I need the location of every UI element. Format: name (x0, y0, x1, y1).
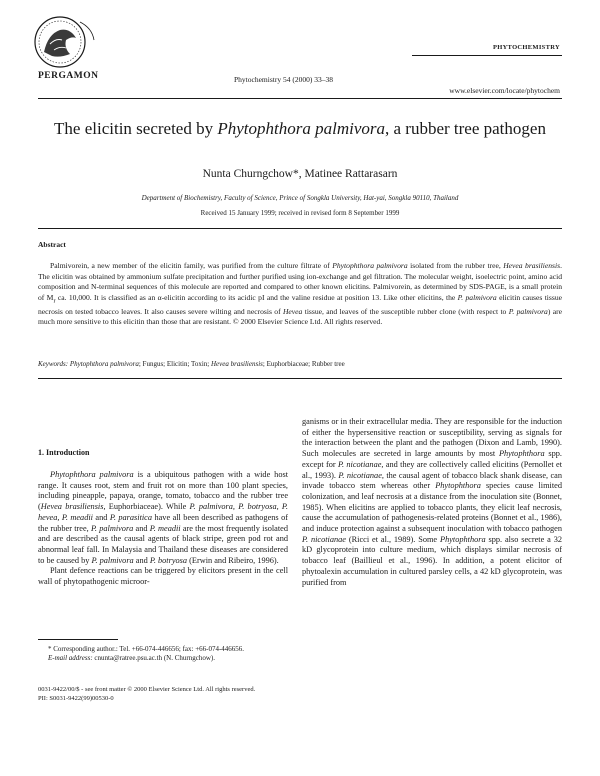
text-run: . The elicitin was obtained by ammonium sulfate precipitation and further purified using ion-exchange and gel filtration. The molecular weight, isoelectric point, amino acid composition and N-terminal sequences of this molecule are reported and compared to other known elicitins. Palmivorein, as determined by SDS-PAGE, is a small protein of M (38, 261, 562, 302)
body-paragraph (302, 417, 562, 588)
author-affiliation: Department of Biochemistry, Faculty of Science, Prince of Songkla University, Hat-yai, Songkla 90110, Thailand (141, 194, 459, 202)
text-run: and (133, 523, 150, 533)
text-run: ; Euphorbiaceae; Rubber tree (262, 360, 345, 368)
email-note (38, 654, 288, 663)
title-part-italic: Phytophthora palmivora (217, 119, 385, 138)
text-run: is a ubiquitous pathogen with a wide host range. It causes root, stem and fruit rot on more than 100 plant species, including pineapple, papaya, orange, tomato, tobacco and the rubber tree ( (38, 470, 289, 512)
received-dates: Received 15 January 1999; received in revised form 8 September 1999 (200, 209, 400, 217)
journal-name: PHYTOCHEMISTRY (492, 44, 560, 51)
text-run-italic: Phytophthora (435, 481, 481, 491)
text-run: , the causal agent of tobacco black shank disease, can invade tobacco stem whereas other (302, 470, 562, 491)
text-run: elicitin causes tissue necrosis on tested tobacco leaves. It also causes severe wilting and necrosis of (38, 292, 562, 316)
text-run-italic: Hevea (282, 306, 303, 316)
publisher-name: PERGAMON (38, 71, 99, 81)
header-divider (38, 98, 562, 99)
text-run-italic: P. nicotianae (337, 459, 382, 469)
text-run-italic: P. meadii (149, 523, 181, 533)
section-heading: 1. Introduction (38, 448, 90, 457)
copyright-block (38, 686, 255, 703)
title-part: The elicitin secreted by (54, 119, 218, 138)
corresponding-author-note: * Corresponding author.: Tel. +66-074-446656; fax: +66-074-446656. (48, 645, 245, 653)
body-column-right (302, 417, 562, 588)
text-run: ; Fungus; Elicitin; Toxin; (138, 360, 211, 368)
publisher-logo-icon (30, 14, 98, 70)
text-run: Palmivorein, a new member of the elicitin family, was purified from the culture filtrate of (50, 261, 333, 270)
text-run: spp. also secrete a 32 kD glycoprotein into culture medium, which displays similar necrosis of tobacco leaf (Baillieul et al., 1996). In addition, a potent elicitor of phytoalexin accumulation in cultured parsley cells, a 42 kD glycoprotein, was purified from (302, 534, 563, 587)
footnote-rule (38, 639, 118, 640)
text-run-italic: Phytophthora (440, 534, 486, 544)
text-run-italic: P. palmivora (91, 555, 134, 565)
text-run: ganisms or in their extracellular media. They are responsible for the induction of either the hypersensitive reaction or susceptibility, serving as signals for the interaction between the plant and the pathogen (Dixon and Lamb, 1990). Such molecules are secreted in large amounts by most (302, 417, 562, 459)
text-run-italic: Phytophthora palmivora (50, 470, 134, 479)
text-run: r (53, 297, 56, 305)
text-run-italic: Phytophthora (498, 449, 545, 459)
body-paragraph (38, 470, 288, 566)
text-run: and (92, 512, 110, 522)
body-column-left (38, 470, 288, 588)
text-run: (Ricci et al., 1989). Some (345, 534, 440, 544)
text-run-italic: Phytophthora palmivora (332, 261, 408, 270)
abstract-heading: Abstract (38, 240, 66, 249)
text-run-italic: Phytophthora palmivora (69, 360, 139, 368)
text-run-italic: P. palmivora (508, 306, 548, 316)
text-run-italic: P. palmivora (90, 523, 134, 533)
text-run: , and they are collectively called elicitins (Pernollet et al., 1993). (302, 459, 562, 480)
text-run: Plant defence reactions can be triggered by elicitors present in the cell wall of phytopathogenic microor- (38, 566, 288, 587)
text-run-italic: Hevea brasiliensis (503, 261, 561, 270)
copyright-line: 0031-9422/00/$ - see front matter © 2000 Elsevier Science Ltd. All rights reserved. (38, 686, 256, 693)
text-run-italic: P. palmivora (457, 292, 497, 302)
email-label: E-mail address: (48, 654, 93, 662)
title-part: , a rubber tree pathogen (385, 119, 546, 138)
text-run: spp. except for (302, 449, 562, 469)
email-address[interactable]: cnunta@ratree.psu.ac.th (N. Churngchow). (92, 654, 215, 662)
text-run: (Erwin and Ribeiro, 1996). (187, 555, 279, 565)
text-run: ca. 10,000. It is classified as an α-elicitin according to its acidic pI and the valine residue at position 13. Like other elicitins, the (55, 292, 458, 302)
text-run: species cause limited colonization, and leaf necrosis at a distance from the inoculation site (Bonnet, 1985). When elicitins are applied to tobacco plants, they elicit leaf necrosis, cause the accumulation of pathogenesis-related proteins (Bonnet et al., 1986), and induce protection against a subsequent inoculation with tobacco pathogen (302, 481, 562, 534)
text-run: , Euphorbiaceae). While (103, 502, 190, 512)
text-run-italic: P. botryosa (149, 555, 188, 565)
text-run: have all been described as pathogens of the rubber tree, (38, 512, 288, 533)
text-run-italic: P. palmivora, P. botryosa, P. hevea, P. meadii (38, 502, 288, 522)
text-run-italic: P. parasitica (109, 512, 153, 522)
abstract-top-divider (38, 228, 562, 229)
text-run-italic: Keywords: (38, 360, 70, 368)
journal-name-rule (412, 55, 562, 56)
text-run-italic: Hevea brasiliensis (210, 360, 263, 368)
text-run: tissue, and leaves of the susceptible rubber clone (with respect to (302, 306, 509, 316)
article-title (38, 118, 562, 139)
text-run-italic: P. nicotianae (338, 470, 382, 480)
body-paragraph (38, 566, 288, 587)
journal-citation: Phytochemistry 54 (2000) 33–38 (234, 75, 333, 84)
text-run: and (133, 555, 150, 565)
article-authors: Nunta Churngchow*, Matinee Rattarasarn (202, 168, 398, 180)
text-run: ) are much more sensitive to this elicitin than those that are resistant. © 2000 Elsevier Science Ltd. All rights reserved. (38, 306, 562, 327)
abstract-text (38, 261, 562, 328)
footnote (38, 645, 288, 663)
keywords (38, 360, 562, 368)
text-run: isolated from the rubber tree, (407, 261, 504, 270)
abstract-bottom-divider (38, 378, 562, 379)
journal-url[interactable]: www.elsevier.com/locate/phytochem (449, 86, 560, 95)
pii-line: PII: S0031-9422(99)00530-0 (38, 694, 114, 702)
text-run: are the most frequently isolated and are described as the causal agents of black stripe, green pod rot and abnormal leaf fall. In Malaysia and Thailand these diseases are considered to be caused by (38, 523, 288, 565)
text-run-italic: P. nicotianae (302, 534, 346, 544)
text-run-italic: Hevea brasiliensis (40, 502, 104, 512)
